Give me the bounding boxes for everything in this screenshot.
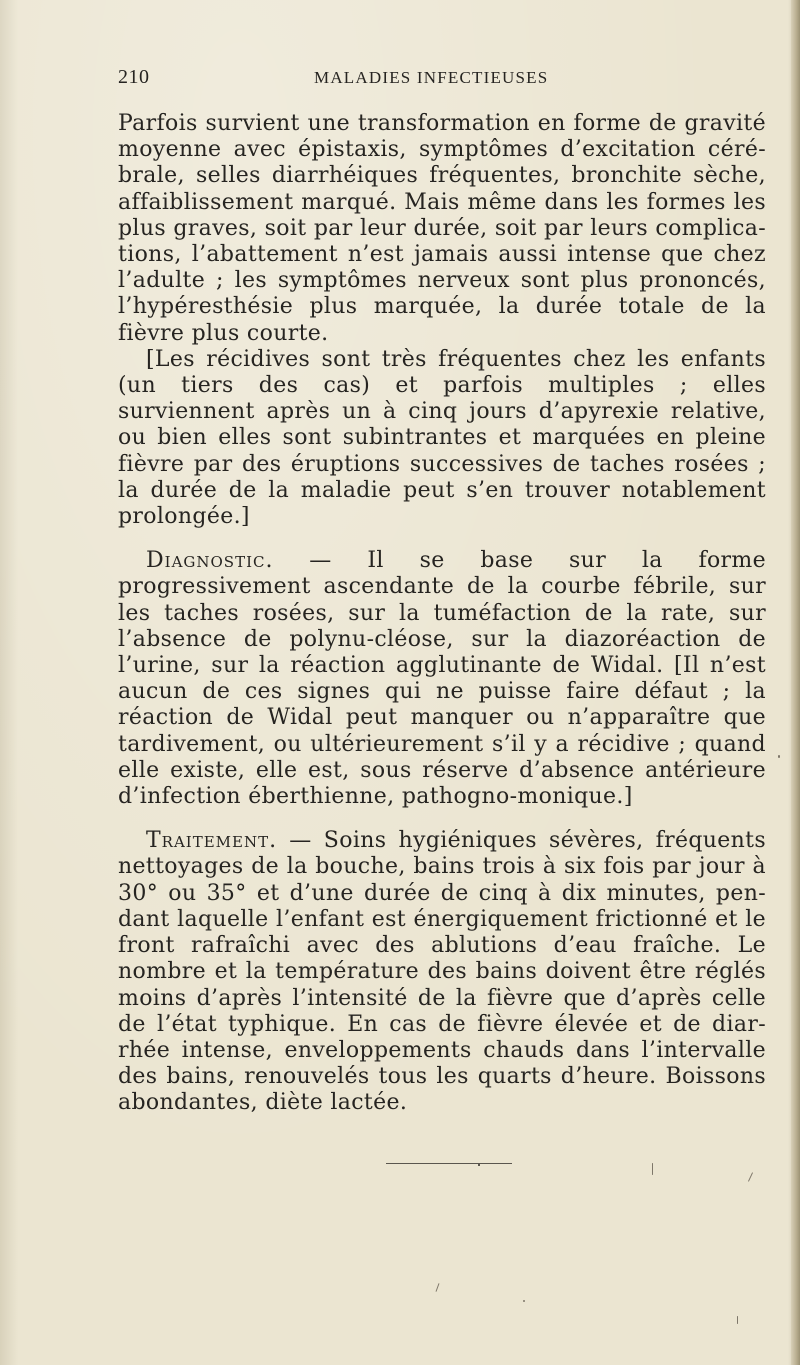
page-edge-shadow bbox=[791, 0, 800, 1365]
paper-speck bbox=[778, 755, 780, 758]
section-heading-diagnostic: Diagnostic. bbox=[146, 548, 274, 574]
end-of-chapter-rule bbox=[386, 1163, 512, 1164]
page-number: 210 bbox=[118, 66, 150, 88]
paragraph-traitement bbox=[118, 828, 766, 1116]
diagnostic-text: — Il se base sur la forme progressivement ascendante de la courbe fébrile, sur les taches rosées, sur la tuméfaction de la rate, sur l’absence de polynu-cléose, sur la diazoréaction de l’urine, sur la réaction agglutinante de Widal. [Il n’est aucun de ces signes qui ne puisse faire défaut ; la réaction de Widal peut manquer ou n’apparaître que tardivement, ou ultérieurement s’il y a récidive ; quand elle existe, elle est, sous réserve d’absence antérieure d’infection éberthienne, pathogno-monique.] bbox=[118, 548, 766, 810]
body-text bbox=[118, 111, 766, 1117]
paper-speck bbox=[652, 1163, 653, 1175]
paragraph-forme-grave: Parfois survient une transformation en forme de gravité moyenne avec épistaxis, symptômes d’excitation céré-brale, selles diarrhéiques fréquentes, bronchite sèche, affaiblissement marqué. Mais même dans les formes les plus graves, soit par leur durée, soit par leurs complica-tions, l’abattement n’est jamais aussi intense que chez l’adulte ; les symptômes nerveux sont plus prononcés, l’hypéresthésie plus marquée, la durée totale de la fièvre plus courte. bbox=[118, 111, 766, 346]
paragraph-recidives: [Les récidives sont très fréquentes chez les enfants (un tiers des cas) et parfois multiples ; elles surviennent après un à cinq jours d’apyrexie relative, ou bien elles sont subintrantes et marquées en pleine fièvre par des éruptions successives de taches rosées ; la durée de la maladie peut s’en trouver notablement prolongée.] bbox=[118, 346, 766, 530]
paper-speck bbox=[737, 1316, 738, 1324]
end-rule-mark bbox=[478, 1163, 480, 1166]
paragraph-diagnostic bbox=[118, 548, 766, 810]
running-title: MALADIES INFECTIEUSES bbox=[314, 68, 549, 87]
page-header bbox=[118, 66, 568, 92]
traitement-text: — Soins hygiéniques sévères, fréquents nettoyages de la bouche, bains trois à six fois par jour à 30° ou 35° et d’une durée de cinq à dix minutes, pen-dant laquelle l’enfant est énergiquement frictionné et le front rafraîchi avec des ablutions d’eau fraîche. Le nombre et la température des bains doivent être réglés moins d’après l’intensité de la fièvre que d’après celle de l’état typhique. En cas de fièvre élevée et de diar-rhée intense, enveloppements chauds dans l’intervalle des bains, renouvelés tous les quarts d’heure. Boissons abondantes, diète lactée. bbox=[118, 828, 766, 1116]
paper-speck bbox=[523, 1300, 525, 1302]
section-heading-traitement: Traitement. bbox=[146, 828, 278, 854]
